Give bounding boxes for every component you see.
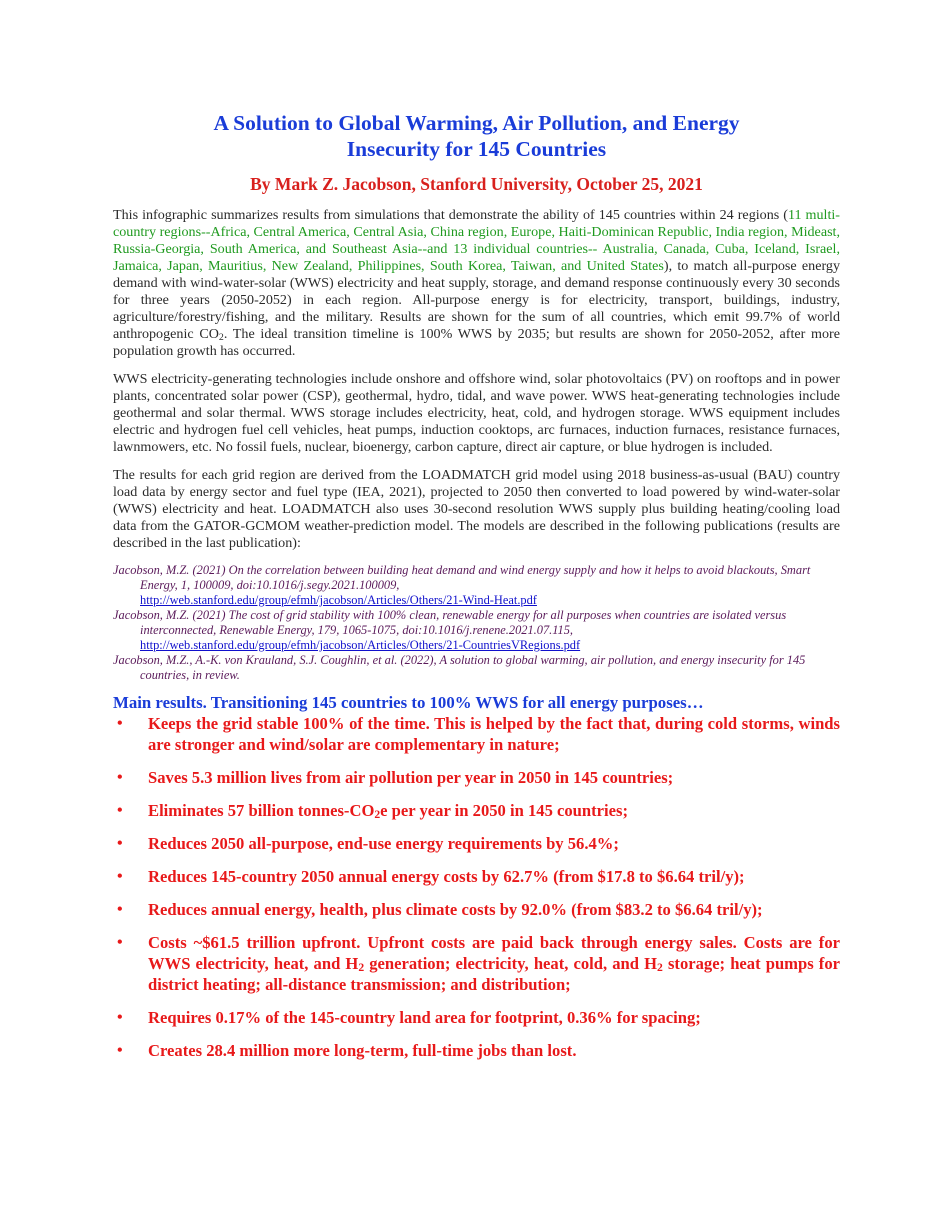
result-text: Keeps the grid stable 100% of the time. This is helped by the fact that, during cold storms, winds are stronger and wind/solar are complementary in nature; [148,714,840,754]
bullet-icon: • [117,868,123,885]
result-item [113,866,840,887]
reference-link[interactable]: http://web.stanford.edu/group/efmh/jacobson/Articles/Others/21-Wind-Heat.pdf [140,593,537,607]
reference-text: Jacobson, M.Z. (2021) On the correlation between building heat demand and wind energy supply and how it helps to avoid blackouts, Smart Energy, 1, 100009, doi:10.1016/j.segy.2021.100009, [113,563,811,592]
reference-text: Jacobson, M.Z., A.-K. von Krauland, S.J. Coughlin, et al. (2022), A solution to global warming, air pollution, and energy insecurity for 145 countries, in review. [113,653,806,682]
bullet-icon: • [117,901,123,918]
result-text: Saves 5.3 million lives from air pollution per year in 2050 in 145 countries; [148,768,674,787]
result-item [113,1040,840,1061]
result-subscript: 2 [374,808,381,821]
result-text: Creates 28.4 million more long-term, full-time jobs than lost. [148,1041,577,1060]
intro-text-2: ), to match all-purpose energy demand with wind-water-solar (WWS) electricity and heat supply, storage, and demand response continuously every 30 seconds for three years (2050-2052) in each region. All-purpose energy is for electricity, transport, buildings, industry, agriculture/forestry/fishing, and the military. Results are shown for the sum of all countries, which emit 99.7% of world anthropogenic CO [113,258,840,342]
intro-regions: 11 multi-country regions--Africa, Central America, Central Asia, China region, Europe, Haiti-Dominican Republic, India region, Mideast, Russia-Georgia, South America, and Southeast Asia--and 13 individual countries-- Australia, Canada, Cuba, Iceland, Israel, Jamaica, Japan, Mauritius, New Zealand, Philippines, South Korea, Taiwan, and United States [113,207,840,274]
document-title [113,110,840,162]
reference-text: Jacobson, M.Z. (2021) The cost of grid stability with 100% clean, renewable energy for all purposes when countries are isolated versus interconnected, Renewable Energy, 179, 1065-1075, doi:10.1016/j.renene.2021.07.115, [113,608,787,637]
title-line-2: Insecurity for 145 Countries [346,137,607,161]
result-text: storage; heat pumps for district heating; all-distance transmission; and distribution; [148,954,840,994]
result-subscript: 2 [657,961,663,974]
reference-item [113,563,840,608]
title-line-1: A Solution to Global Warming, Air Pollution, and Energy [213,111,740,135]
reference-link[interactable]: http://web.stanford.edu/group/efmh/jacobson/Articles/Others/21-CountriesVRegions.pdf [140,638,581,652]
bullet-icon: • [117,1042,123,1059]
bullet-icon: • [117,835,123,852]
main-results-heading: Main results. Transitioning 145 countries to 100% WWS for all energy purposes… [113,693,704,712]
result-text: Reduces 2050 all-purpose, end-use energy requirements by 56.4%; [148,834,619,853]
result-text: Requires 0.17% of the 145-country land area for footprint, 0.36% for spacing; [148,1008,701,1027]
intro-paragraph [113,207,840,360]
result-text: Costs ~$61.5 trillion upfront. Upfront costs are paid back through energy sales. Costs are for WWS electricity, heat, and H [148,933,840,973]
intro-co2-subscript: 2 [218,332,224,343]
result-subscript: 2 [358,961,365,974]
result-item [113,932,840,995]
bullet-icon: • [117,934,123,951]
bullet-icon: • [117,802,123,819]
byline: By Mark Z. Jacobson, Stanford University, October 25, 2021 [250,174,703,194]
reference-item [113,653,840,683]
bullet-icon: • [117,769,123,786]
intro-text-3: . The ideal transition timeline is 100% WWS by 2035; but results are shown for 2050-2052, after more population growth has occurred. [113,326,840,359]
intro-text-1: This infographic summarizes results from simulations that demonstrate the ability of 145 countries within 24 regions ( [113,207,788,223]
bullet-icon: • [117,1009,123,1026]
result-text: e per year in 2050 in 145 countries; [380,801,628,820]
results-list [113,713,840,1061]
result-item [113,800,840,821]
references-list [113,563,840,683]
bullet-icon: • [117,715,123,732]
reference-item [113,608,840,653]
methods-paragraph: The results for each grid region are derived from the LOADMATCH grid model using 2018 business-as-usual (BAU) country load data by energy sector and fuel type (IEA, 2021), projected to 2050 then converted to load powered by wind-water-solar (WWS) electricity and heat. LOADMATCH also uses 30-second resolution WWS supply plus building heating/cooling load data from the GATOR-GCMOM weather-prediction model. The models are described in the following publications (results are described in the last publication): [113,467,840,551]
result-text: Reduces 145-country 2050 annual energy costs by 62.7% (from $17.8 to $6.64 tril/y); [148,867,745,886]
result-item [113,713,840,755]
document-page [113,110,840,1073]
result-item [113,833,840,854]
result-text: generation; electricity, heat, cold, and H [364,954,658,973]
result-text: Eliminates 57 billion tonnes-CO [148,801,375,820]
result-text: Reduces annual energy, health, plus climate costs by 92.0% (from $83.2 to $6.64 tril/y); [148,900,763,919]
result-item [113,1007,840,1028]
result-item [113,899,840,920]
result-item [113,767,840,788]
technologies-paragraph: WWS electricity-generating technologies include onshore and offshore wind, solar photovoltaics (PV) on rooftops and in power plants, concentrated solar power (CSP), geothermal, hydro, tidal, and wave power. WWS heat-generating technologies include geothermal and solar thermal. WWS storage includes electricity, heat, cold, and hydrogen storage. WWS equipment includes electric and hydrogen fuel cell vehicles, heat pumps, induction cooktops, arc furnaces, induction furnaces, resistance furnaces, lawnmowers, etc. No fossil fuels, nuclear, bioenergy, carbon capture, direct air capture, or blue hydrogen is included. [113,371,840,455]
